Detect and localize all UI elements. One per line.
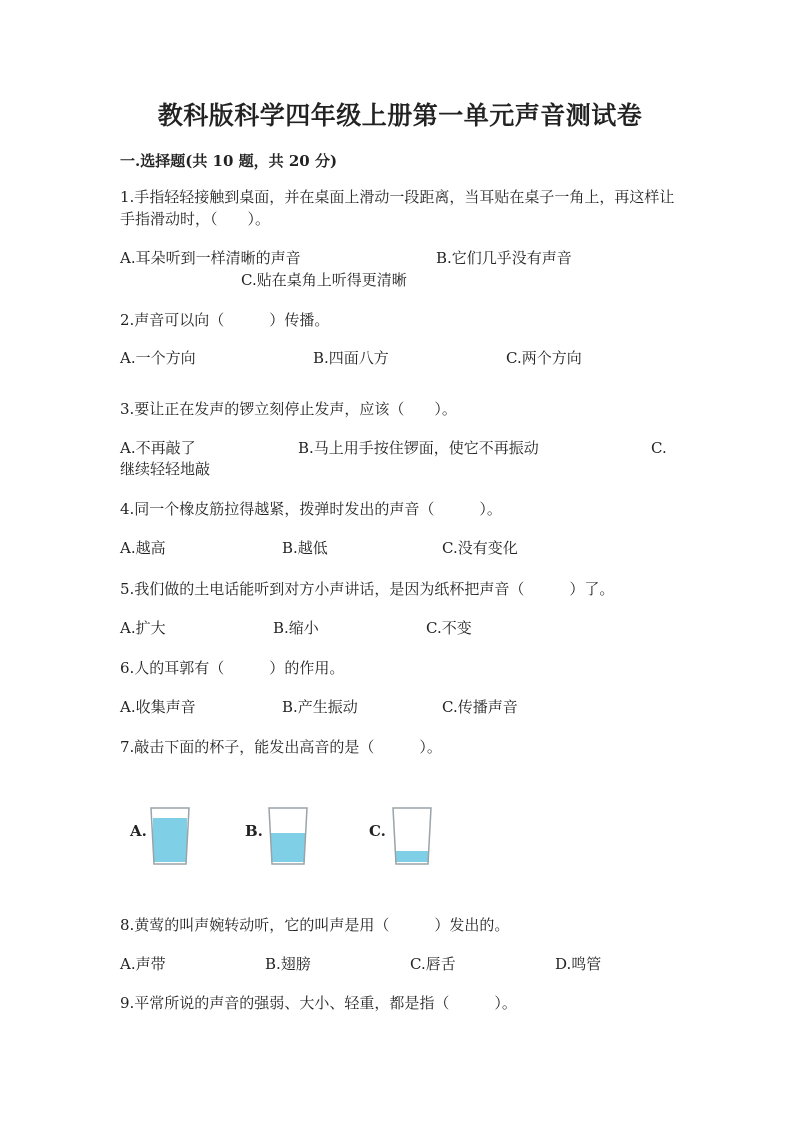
q3-option-a[interactable]: A.不再敲了 [120,439,196,457]
q3-option-c-text[interactable]: 继续轻轻地敲 [120,460,211,478]
cup-b-glass-icon[interactable] [266,806,310,866]
q2-option-b[interactable]: B.四面八方 [313,349,389,367]
question-8: 8.黄莺的叫声婉转动听，它的叫声是用（ ）发出的。 [120,916,510,934]
q2-option-a[interactable]: A.一个方向 [120,349,196,367]
question-2: 2.声音可以向（ ）传播。 [120,311,330,329]
q1-option-b[interactable]: B.它们几乎没有声音 [436,249,572,267]
question-4: 4.同一个橡皮筋拉得越紧，拨弹时发出的声音（ ）。 [120,500,502,518]
q8-option-a[interactable]: A.声带 [120,955,166,973]
q4-option-c[interactable]: C.没有变化 [442,539,518,557]
q2-option-c[interactable]: C.两个方向 [506,349,582,367]
question-3: 3.要让正在发声的锣立刻停止发声，应该（ ）。 [120,400,457,418]
question-1: 1.手指轻轻接触到桌面，并在桌面上滑动一段距离，当耳贴在桌子一角上，再这样让手指滑动时，（ ）。 [120,188,675,228]
page-title: 教科版科学四年级上册第一单元声音测试卷 [157,101,643,130]
q1-option-a[interactable]: A.耳朵听到一样清晰的声音 [120,249,301,267]
cup-c-label[interactable]: C. [369,822,386,840]
q6-option-a[interactable]: A.收集声音 [120,698,196,716]
question-6: 6.人的耳郭有（ ）的作用。 [120,659,345,677]
q6-option-c[interactable]: C.传播声音 [442,698,518,716]
cup-a-glass-icon[interactable] [148,806,192,866]
question-5: 5.我们做的土电话能听到对方小声讲话，是因为纸杯把声音（ ）了。 [120,580,615,598]
q4-option-b[interactable]: B.越低 [282,539,328,557]
q3-option-c[interactable]: C. [651,439,667,457]
q1-option-c[interactable]: C.贴在桌角上听得更清晰 [241,271,407,289]
cup-a-label[interactable]: A. [130,822,147,840]
cup-c-glass-icon[interactable] [390,806,434,866]
q8-option-b[interactable]: B.翅膀 [265,955,311,973]
q3-option-b[interactable]: B.马上用手按住锣面，使它不再振动 [298,439,539,457]
q5-option-b[interactable]: B.缩小 [273,619,319,637]
cups-figure [130,800,450,870]
q5-option-c[interactable]: C.不变 [426,619,472,637]
question-7: 7.敲击下面的杯子，能发出高音的是（ ）。 [120,738,442,756]
q8-option-c[interactable]: C.唇舌 [410,955,456,973]
question-9: 9.平常所说的声音的强弱、大小、轻重，都是指（ ）。 [120,994,517,1012]
q4-option-a[interactable]: A.越高 [120,539,166,557]
cup-b-label[interactable]: B. [245,822,263,840]
q6-option-b[interactable]: B.产生振动 [282,698,358,716]
q8-option-d[interactable]: D.鸣管 [555,955,602,973]
section-heading: 一.选择题(共 10 题，共 20 分) [120,152,338,170]
q5-option-a[interactable]: A.扩大 [120,619,166,637]
